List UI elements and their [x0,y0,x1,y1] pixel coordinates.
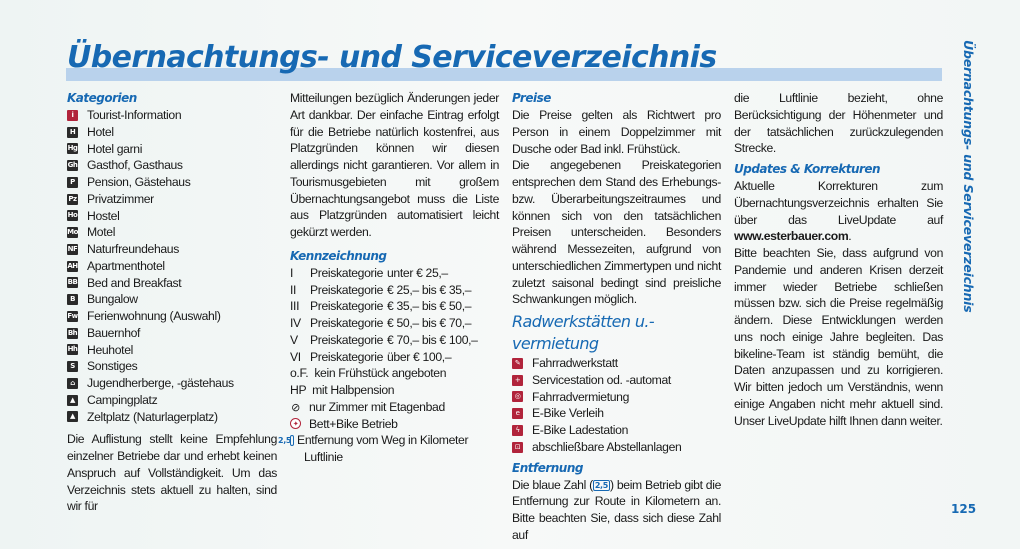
bett-bike-icon: ✦ [290,418,301,429]
category-label: Pension, Gästehaus [87,175,191,189]
column-4 [734,90,943,429]
price-range: € 25,– bis € 35,– [387,282,472,297]
category-label: Ferienwohnung (Auswahl) [87,309,221,323]
jugendherberge-icon: ⌂ [67,378,78,389]
category-item [67,291,277,308]
category-label: Naturfreundehaus [87,242,179,256]
category-label: Heuhotel [87,342,133,357]
bike-service-item [512,355,721,372]
distance-row [278,432,499,466]
category-item [67,375,277,392]
category-label: Hotel garni [87,141,143,156]
side-running-title: Übernachtungs- und Serviceverzeichnis [961,40,976,313]
price-label: Preiskategorie [310,299,384,314]
kennzeichnung-heading: Kennzeichnung [290,248,387,263]
bike-service-label: Servicestation od. -automat [532,372,671,387]
price-label: Preiskategorie [310,332,384,347]
price-category-list [290,265,499,366]
wrench-icon: ✎ [512,358,523,369]
updates-text-2: Bitte beachten Sie, dass aufgrund von Pandemie und anderen Krisen derzeit immer wieder Betriebe schließen müssen bzw. sich die Preise regelmäßig ändern. Diese Entwicklungen werden uns noch einige Jahre begleiten. Das bikeline-Team ist ständig bemüht, die Daten anzupassen und zu korrigieren. Wir bitten jedoch um Verständnis, wenn einige Angaben nicht mehr aktuell sind. Unser LiveUpdate hilft Ihnen dann weiter. [734,246,943,428]
category-label: Tourist-Information [87,108,182,122]
column-3 [512,90,721,544]
price-key: II [290,282,297,297]
category-item [67,224,277,241]
intro-text-part2: Mitteilungen bezüglich Änderungen jeder Art dankbar. Der einfache Eintrag erfolgt für die Betriebe natürlich kostenfrei, aus Platzgründen können wir diesen allerdings nicht garantieren. Vor allem in Tourismusgebieten mit großem Übernachtungsangebot muss die Liste aus Platzgründen automatisiert leicht gekürzt werden. [290,91,499,239]
category-item [67,258,277,275]
price-range: € 35,– bis € 50,– [387,299,472,314]
category-label: Bungalow [87,292,138,307]
category-label: Hostel [87,208,120,223]
price-range: € 50,– bis € 70,– [387,316,472,330]
price-range: unter € 25,– [387,265,448,280]
page-number: 125 [951,502,977,516]
bike-service-label: E-Bike Verleih [532,406,604,421]
category-label: Privatzimmer [87,191,154,206]
category-item [67,308,277,325]
privatzimmer-icon: Pz [68,194,77,203]
category-item [67,157,277,174]
price-category-row [290,349,499,366]
price-key: V [290,332,298,347]
entfernung-text: Die blaue Zahl ( 2,5 ) beim Betrieb gibt die Entfernung zur Route in Kilometern an. Bitte beachten Sie, dass sich diese Zahl auf [512,477,722,542]
bike-service-item [512,422,721,439]
distance-label: Entfernung vom Weg in Kilometer Luftlinie [297,433,469,464]
motel-icon: Mo [67,228,78,237]
category-item [67,241,277,258]
bike-service-item [512,439,721,456]
bike-service-item [512,405,721,422]
price-label: Preiskategorie [310,349,384,364]
category-item [67,124,277,141]
bauernhof-icon: Bh [67,328,78,337]
category-label: Zeltplatz (Naturlagerplatz) [87,409,218,424]
column-1 [67,90,277,515]
category-label: Jugendherberge, -gästehaus [87,376,234,390]
category-label: Bauernhof [87,325,141,340]
ferienwohnung-icon: Fw [67,311,78,320]
bike-rental-icon: ◎ [512,391,523,402]
category-list [67,107,277,425]
etagenbad-row [290,399,499,416]
category-item [67,275,277,292]
ebike-charging-icon: ϟ [512,425,523,436]
apartmenthotel-icon: AH [67,261,78,270]
category-label: Apartmenthotel [87,258,165,273]
price-key: IV [290,316,301,330]
price-category-row [290,265,499,282]
category-item [67,325,277,342]
bike-service-label: Fahrradvermietung [532,389,630,404]
category-item [67,342,277,359]
bett-bike-label: Bett+Bike Betrieb [309,416,398,431]
price-key: VI [290,349,301,364]
etagenbad-label: nur Zimmer mit Etagenbad [309,399,445,414]
updates-heading: Updates & Korrekturen [734,162,881,176]
category-item [67,107,277,124]
price-key: I [290,265,294,280]
price-category-row [290,315,499,332]
zeltplatz-icon: ▲ [67,411,78,422]
distance-badge-icon: 2,5 [290,435,294,446]
sonstiges-icon: S [67,361,78,372]
category-label: Hotel [87,124,114,139]
category-label: Bed and Breakfast [87,275,182,290]
lockable-parking-icon: ⊡ [512,442,523,453]
radwerkstaetten-heading: Radwerkstätten u.-vermietung [512,312,655,353]
category-label: Campingplatz [87,392,158,407]
bed-and-breakfast-icon: BB [67,278,78,287]
bike-service-label: abschließbare Abstellanlagen [532,439,682,454]
naturfreundehaus-icon: NF [67,244,78,253]
service-station-icon: + [512,375,523,386]
price-range: € 70,– bis € 100,– [387,332,478,347]
page-title: Übernachtungs- und Serviceverzeichnis [67,40,717,75]
no-bath-icon: ⊘ [291,400,300,414]
price-category-row [290,298,499,315]
category-item [67,392,277,409]
price-category-row [290,332,499,349]
bike-service-item [512,372,721,389]
category-item [67,174,277,191]
category-item [67,358,277,375]
price-label: Preiskategorie [310,265,384,280]
bett-bike-row [290,416,499,433]
hostel-icon: Ho [67,211,78,220]
category-label: Sonstiges [87,359,138,374]
category-item [67,208,277,225]
price-range: über € 100,– [387,349,452,364]
category-label: Motel [87,225,116,240]
price-label: Preiskategorie [310,282,384,297]
hotel-icon: H [67,127,78,138]
hotel-garni-icon: Hg [67,144,78,153]
no-breakfast-note: o.F. kein Frühstück angeboten [290,366,447,381]
updates-text-1: Aktuelle Korrekturen zum Übernachtungsverzeichnis erhalten Sie über das LiveUpdate auf www.esterbauer.com. [734,179,943,244]
category-item [67,409,277,426]
campingplatz-icon: ▲ [67,395,78,406]
gasthof-icon: Gh [67,161,78,170]
entfernung-text-continued: die Luftlinie bezieht, ohne Berücksichtigung der Höhenmeter und der tatsächlichen zurückzulegenden Strecke. [734,91,943,156]
category-item [67,141,277,158]
ebike-rental-icon: e [512,408,523,419]
category-label: Gasthof, Gasthaus [87,158,183,173]
category-item [67,191,277,208]
info-icon: i [67,110,78,121]
kategorien-heading: Kategorien [67,91,137,105]
pension-icon: P [67,177,78,188]
heuhotel-icon: Hh [67,345,78,354]
bike-service-label: Fahrradwerkstatt [532,356,618,370]
price-key: III [290,299,300,314]
price-category-row [290,282,499,299]
bungalow-icon: B [67,294,78,305]
preise-text-1: Die Preise gelten als Richtwert pro Person in einem Doppelzimmer mit Dusche oder Bad inkl. Frühstück. [512,108,721,156]
column-2 [278,90,499,466]
price-label: Preiskategorie [310,316,384,330]
bike-service-item [512,389,721,406]
website-link[interactable]: www.esterbauer.com [734,229,849,244]
preise-heading: Preise [512,91,551,105]
intro-text-part1: Die Auflistung stellt keine Empfehlung einzelner Betriebe dar und erhebt keinen Anspruch auf Vollständigkeit. Um das Verzeichnis stets aktuell zu halten, sind wir für [67,432,277,514]
entfernung-heading: Entfernung [512,460,583,475]
half-board-note: HP mit Halbpension [290,383,395,397]
bike-service-label: E-Bike Ladestation [532,423,629,437]
bike-service-list [512,355,721,456]
preise-text-2: Die angegebenen Preiskategorien entsprechen dem Stand des Erhebungs- bzw. Überarbeitungszeitraumes und können sich von den tatsächlichen Preisen unterscheiden. Besonders während Messezeiten, aufgrund von unterschiedlichen Zimmertypen und nicht zuletzt saisonal bedingt sind preisliche Schwankungen möglich. [512,158,721,307]
distance-badge-icon: 2,5 [594,480,608,490]
